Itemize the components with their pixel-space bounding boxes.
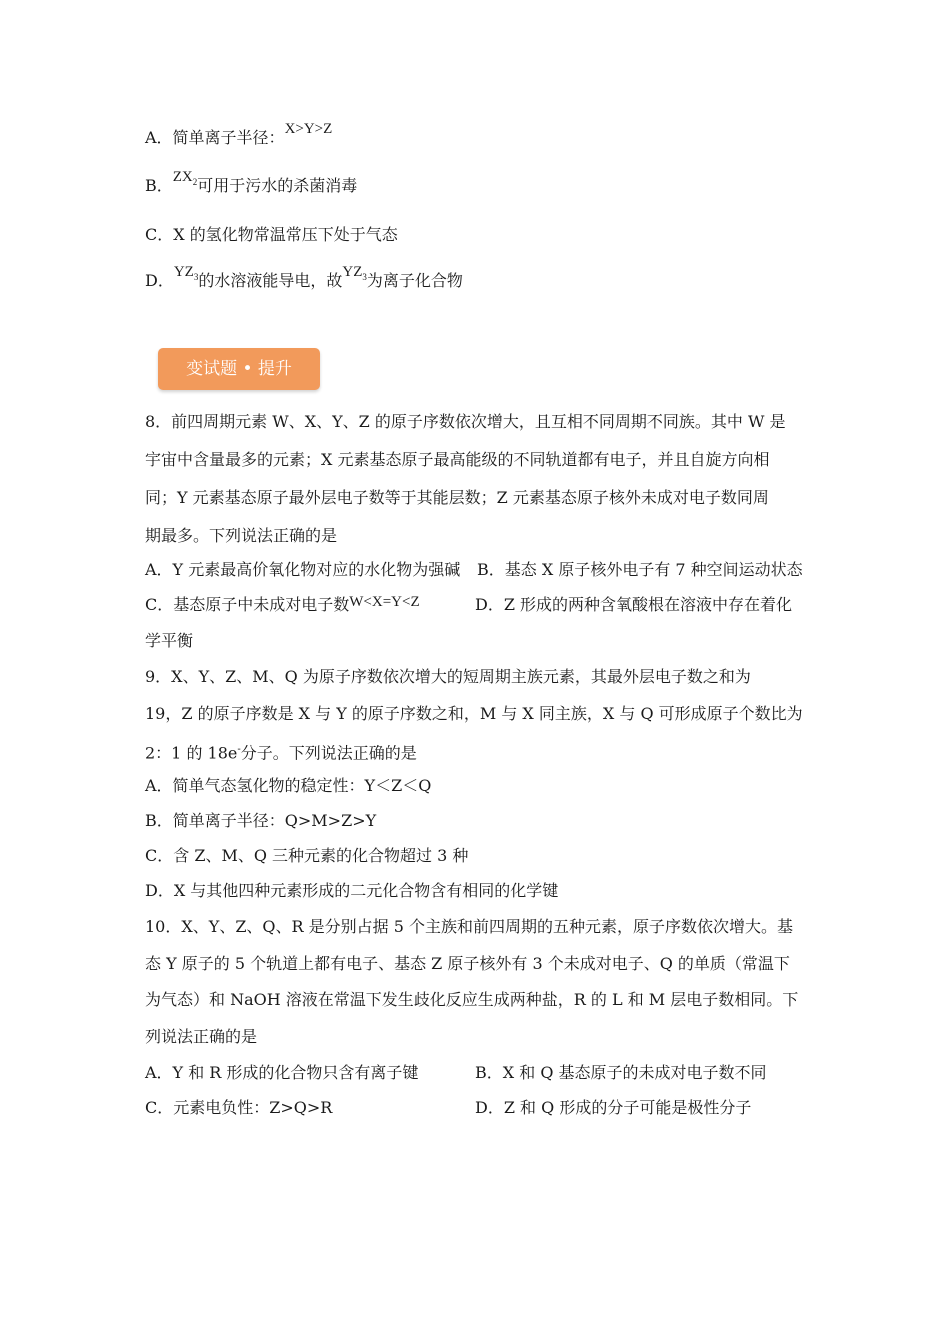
- q10-stem-line2: 态 Y 原子的 5 个轨道上都有电子、基态 Z 原子核外有 3 个未成对电子、Q 的单质（常温下: [145, 954, 790, 973]
- q10-option-c: C．元素电负性：Z>Q>R: [145, 1098, 333, 1117]
- q9-option-c: C．含 Z、M、Q 三种元素的化合物超过 3 种: [145, 846, 469, 865]
- q10-stem-line1: 10．X、Y、Z、Q、R 是分别占据 5 个主族和前四周期的五种元素，原子序数依次增大。基: [145, 917, 794, 936]
- q9-option-a: A．简单气态氢化物的稳定性：Y＜Z＜Q: [145, 776, 432, 795]
- q10-stem-line4: 列说法正确的是: [145, 1027, 258, 1046]
- option-a: A．简单离子半径：X>Y>Z: [145, 121, 333, 147]
- q9-stem-line1: 9．X、Y、Z、M、Q 为原子序数依次增大的短周期主族元素，其最外层电子数之和为: [145, 667, 751, 686]
- q8-stem-line1: 8．前四周期元素 W、X、Y、Z 的原子序数依次增大，且互相不同周期不同族。其中 W 是: [145, 412, 786, 431]
- formula: $YZ_3$: [342, 264, 367, 282]
- q10-option-d: D．Z 和 Q 形成的分子可能是极性分子: [475, 1098, 752, 1117]
- option-b: B．$ZX_2$可用于污水的杀菌消毒: [145, 169, 358, 195]
- q9-stem-line3: 2：1 的 18e-分子。下列说法正确的是: [145, 743, 417, 763]
- formula: W<X=Y<Z: [349, 594, 420, 610]
- formula: $YZ_3$: [173, 264, 199, 282]
- q8-option-d-continued: 学平衡: [145, 631, 194, 650]
- q9-option-b: B．简单离子半径：Q>M>Z>Y: [145, 811, 377, 830]
- option-c: C．X 的氢化物常温常压下处于气态: [145, 225, 398, 244]
- q9-option-d: D．X 与其他四种元素形成的二元化合物含有相同的化学键: [145, 881, 559, 900]
- q10-option-b: B．X 和 Q 基态原子的未成对电子数不同: [475, 1063, 767, 1082]
- q8-option-b: B．基态 X 原子核外电子有 7 种空间运动状态: [477, 560, 803, 579]
- q8-stem-line3: 同；Y 元素基态原子最外层电子数等于其能层数；Z 元素基态原子核外未成对电子数同周: [145, 488, 769, 507]
- section-badge: 变试题 • 提升: [158, 348, 320, 390]
- q10-option-a: A．Y 和 R 形成的化合物只含有离子键: [145, 1063, 419, 1082]
- option-d: D．$YZ_3$的水溶液能导电，故$YZ_3$为离子化合物: [145, 264, 463, 290]
- q10-stem-line3: 为气态）和 NaOH 溶液在常温下发生歧化反应生成两种盐，R 的 L 和 M 层电子数相同。下: [145, 990, 799, 1009]
- q8-stem-line4: 期最多。下列说法正确的是: [145, 526, 338, 545]
- q8-option-a: A．Y 元素最高价氧化物对应的水化物为强碱: [145, 560, 461, 579]
- q9-stem-line2: 19，Z 的原子序数是 X 与 Y 的原子序数之和，M 与 X 同主族，X 与 Q 可形成原子个数比为: [145, 704, 803, 723]
- formula: $ZX_2$: [172, 169, 198, 187]
- formula: X>Y>Z: [284, 121, 333, 137]
- q8-stem-line2: 宇宙中含量最多的元素；X 元素基态原子最高能级的不同轨道都有电子，并且自旋方向相: [145, 450, 770, 469]
- q8-option-d: D．Z 形成的两种含氧酸根在溶液中存在着化: [475, 595, 793, 614]
- q8-option-c: C．基态原子中未成对电子数W<X=Y<Z: [145, 594, 420, 614]
